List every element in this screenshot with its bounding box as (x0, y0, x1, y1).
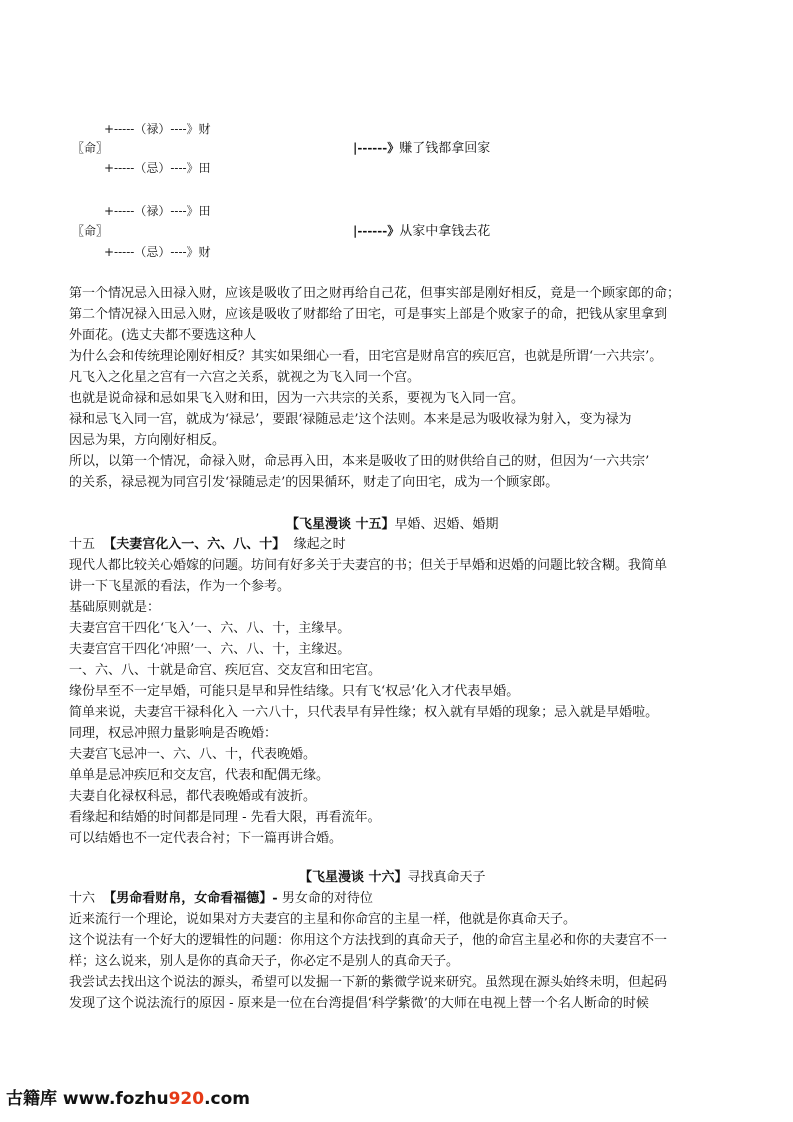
diagram1-result (353, 140, 490, 157)
section1-line: 第一个情况忌入田禄入财，应该是吸收了田之财再给自己花，但事实部是刚好相反，竟是一个顾家郎的命； (69, 286, 681, 301)
diagram2-result (353, 223, 490, 240)
section15-line: 单单是忌冲疾厄和交友宫，代表和配偶无缘。 (69, 768, 330, 783)
section1-line: 因忌为果，方向刚好相反。 (69, 433, 226, 448)
section15-sub-num: 十五 (69, 537, 96, 552)
section15-line: 夫妻宫飞忌冲一、六、八、十，代表晚婚。 (69, 747, 317, 762)
section15-line: 现代人都比较关心婚嫁的问题。坊间有好多关于夫妻宫的书；但关于早婚和迟婚的问题比较含糊。我简单 (69, 558, 668, 573)
section15-line: 同理，权忌冲照力量影响是否晚婚： (69, 726, 278, 741)
section15-line: 简单来说，夫妻宫干禄科化入 一六八十，只代表早有异性缘；权入就有早婚的现象；忌入就是早婚啦。 (69, 705, 659, 720)
section15-line: 一、六、八、十就是命宫、疾厄宫、交友宫和田宅宫。 (69, 663, 382, 678)
footer-brand: 古籍库 (6, 1089, 57, 1109)
diagram2-top-branch: +-----（禄）----》田 (104, 204, 211, 218)
diagram1-result-text: 赚了钱都拿回家 (399, 141, 491, 156)
diagram2-result-text: 从家中拿钱去花 (399, 224, 491, 239)
section1-line: 也就是说命禄和忌如果飞入财和田，因为一六共宗的关系，要视为飞入同一宫。 (69, 391, 525, 406)
section15-sub-bracket: 【夫妻宫化入一、六、八、十】 (103, 537, 286, 552)
section15-line: 基础原则就是： (69, 600, 161, 615)
footer-url-number: 920 (168, 1089, 205, 1109)
section16-line: 发现了这个说法流行的原因 - 原来是一位在台湾提倡‘科学紫微’的大师在电视上替一个名人断命的时候 (69, 996, 649, 1011)
diagram2-bottom-branch: +-----（忌）----》财 (104, 245, 211, 259)
section16-title (299, 870, 486, 886)
section16-line: 样；这么说来，别人是你的真命天子，你必定不是别人的真命天子。 (69, 954, 460, 969)
section15-line: 看缘起和结婚的时间都是同理 - 先看大限，再看流年。 (69, 810, 381, 825)
section15-title (286, 517, 499, 533)
section16-line: 近来流行一个理论，说如果对方夫妻宫的主星和你命宫的主星一样，他就是你真命天子。 (69, 912, 577, 927)
section1-line: 外面花。(选丈夫都不要选这种人 (69, 328, 257, 343)
diagram1-bottom-branch: +-----（忌）----》田 (104, 161, 211, 175)
section15-line: 缘份早至不一定早婚，可能只是早和异性结缘。只有飞‘权忌’化入才代表早婚。 (69, 684, 520, 699)
footer-url-suffix: .com (204, 1089, 251, 1109)
section16-sub-text: 男女命的对待位 (281, 891, 373, 906)
section1-line: 所以，以第一个情况，命禄入财，命忌再入田，本来是吸收了田的财供给自己的财，但因为‘一六共宗’ (69, 454, 650, 469)
section16-line: 这个说法有一个好大的逻辑性的问题：你用这个方法找到的真命天子，他的命宫主星必和你的夫妻宫不一 (69, 933, 668, 948)
diagram1-top-branch: +-----（禄）----》财 (104, 122, 211, 136)
section15-line: 夫妻宫宫干四化‘冲照’一、六、八、十，主缘迟。 (69, 642, 351, 657)
section15-subtitle (69, 537, 346, 553)
section16-sub-bracket: 【男命看财帛，女命看福德】- (103, 891, 278, 906)
section1-line: 禄和忌飞入同一宫，就成为‘禄忌’，要跟‘禄随忌走’这个法则。本来是忌为吸收禄为射入，变为禄为 (69, 412, 632, 427)
diagram2-ming: 〖命〗 (72, 224, 109, 238)
section1-line: 为什么会和传统理论刚好相反？其实如果细心一看，田宅宫是财帛宫的疾厄宫，也就是所谓‘一六共宗’。 (69, 349, 663, 364)
diagram1-ming: 〖命〗 (72, 141, 109, 155)
section15-line: 讲一下飞星派的看法，作为一个参考。 (69, 579, 291, 594)
section1-line: 凡飞入之化星之宫有一六宫之关系，就视之为飞入同一个宫。 (69, 370, 421, 385)
section15-line: 夫妻自化禄权科忌，都代表晚婚或有波折。 (69, 789, 317, 804)
section15-title-text: 早婚、迟婚、婚期 (394, 517, 499, 532)
section16-line: 我尝试去找出这个说法的源头，希望可以发掘一下新的紫微学说来研究。虽然现在源头始终未明，但起码 (69, 975, 668, 990)
section15-line: 夫妻宫宫干四化‘飞入’一、六、八、十，主缘早。 (69, 621, 351, 636)
section1-line: 的关系，禄忌视为同宫引发‘禄随忌走’的因果循环，财走了向田宅，成为一个顾家郎。 (69, 475, 559, 490)
section1-line: 第二个情况禄入田忌入财，应该是吸收了财都给了田宅，可是事实上部是个败家子的命，把钱从家里拿到 (69, 307, 668, 322)
footer-watermark (6, 1088, 250, 1110)
section15-line: 可以结婚也不一定代表合衬；下一篇再讲合婚。 (69, 831, 343, 846)
footer-url-prefix: www.fozhu (57, 1089, 169, 1109)
diagram2-result-bar: |------》 (353, 224, 400, 238)
section16-title-text: 寻找真命天子 (407, 870, 486, 885)
diagram1-result-bar: |------》 (353, 141, 400, 155)
section16-sub-num: 十六 (69, 891, 96, 906)
section15-sub-text: 缘起之时 (293, 537, 346, 552)
section15-title-bracket: 【飞星漫谈 十五】 (286, 517, 395, 532)
section16-title-bracket: 【飞星漫谈 十六】 (299, 870, 408, 885)
section16-subtitle (69, 891, 373, 907)
